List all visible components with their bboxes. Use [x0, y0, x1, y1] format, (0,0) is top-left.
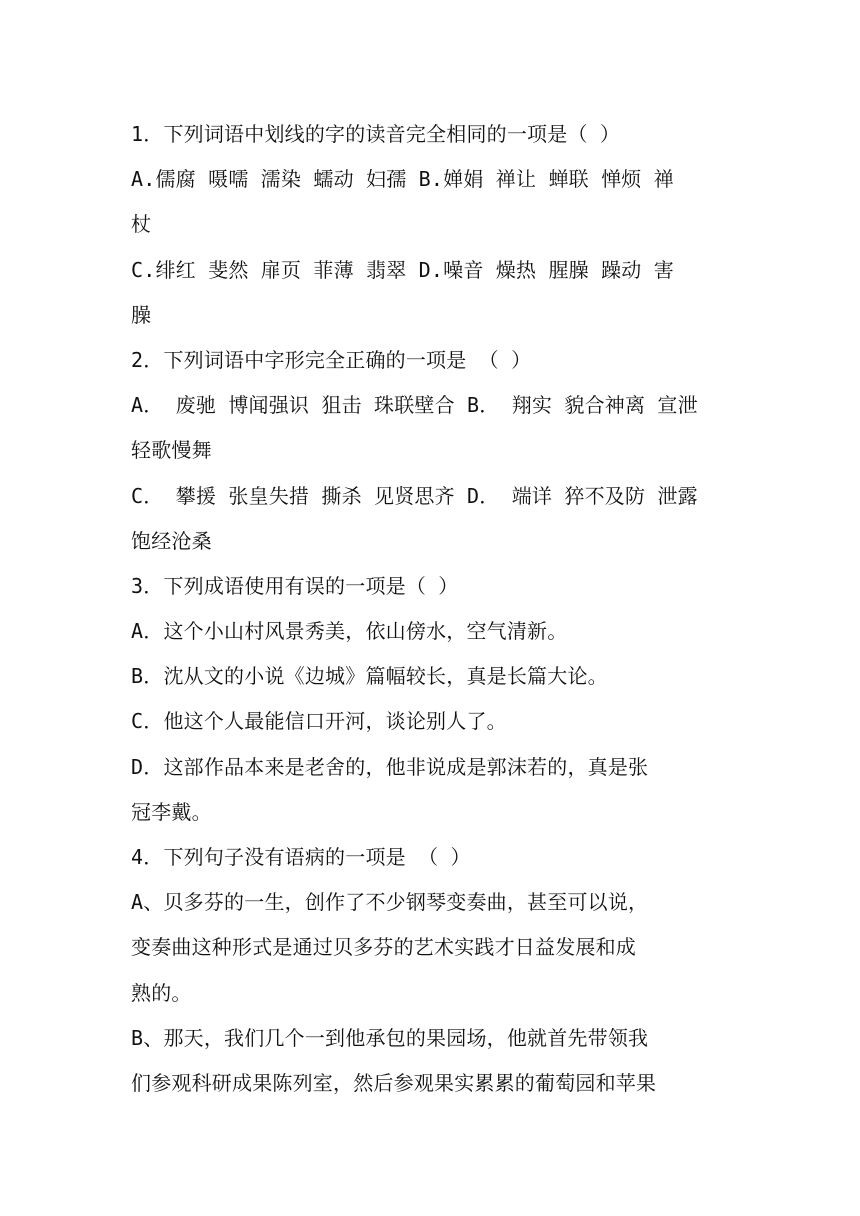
question-1-options-cd-cont: 臊 — [131, 302, 152, 327]
question-3-option-b: B．沈从文的小说《边城》篇幅较长，真是长篇大论。 — [131, 664, 608, 689]
question-1-options-cd: C.绯红 斐然 扉页 菲薄 翡翠 D.噪音 燥热 腥臊 躁动 害 — [131, 257, 674, 282]
question-2-options-cd-cont: 饱经沧桑 — [131, 528, 212, 553]
question-4-option-a-cont-2: 熟的。 — [131, 980, 192, 1005]
document-body — [131, 112, 733, 1106]
question-2-options-ab: A． 废驰 博闻强识 狙击 珠联壁合 B． 翔实 貌合神离 宣泄 — [131, 393, 698, 418]
question-3-option-d-cont: 冠李戴。 — [131, 799, 212, 824]
question-4-option-a: A、贝多芬的一生，创作了不少钢琴变奏曲，甚至可以说， — [131, 890, 649, 915]
question-2-options-cd: C． 攀援 张皇失措 撕杀 见贤思齐 D． 端详 猝不及防 泄露 — [131, 483, 698, 508]
question-1-options-ab-cont: 杖 — [131, 212, 152, 237]
question-3-option-a: A．这个小山村风景秀美，依山傍水，空气清新。 — [131, 619, 568, 644]
question-3-stem: 3．下列成语使用有误的一项是（ ） — [131, 573, 459, 598]
question-1-options-ab: A.儒腐 嗫嚅 濡染 蠕动 妇孺 B.婵娟 禅让 蝉联 惮烦 禅 — [131, 167, 674, 192]
question-4-stem: 4．下列句子没有语病的一项是 （ ） — [131, 845, 471, 869]
question-2-stem: 2．下列词语中字形完全正确的一项是 （ ） — [131, 347, 532, 372]
question-4-option-a-cont-1: 变奏曲这种形式是通过贝多芬的艺术实践才日益发展和成 — [131, 935, 636, 960]
question-2-options-ab-cont: 轻歌慢舞 — [131, 438, 212, 463]
question-1-stem: 1．下列词语中划线的字的读音完全相同的一项是（ ） — [131, 122, 621, 146]
question-3-option-d: D．这部作品本来是老舍的，他非说成是郭沫若的，真是张 — [131, 754, 649, 779]
question-4-option-b-cont: 们参观科研成果陈列室，然后参观果实累累的葡萄园和苹果 — [131, 1070, 657, 1095]
question-4-option-b: B、那天，我们几个一到他承包的果园场，他就首先带领我 — [131, 1025, 649, 1050]
question-3-option-c: C．他这个人最能信口开河，谈论别人了。 — [131, 709, 507, 734]
